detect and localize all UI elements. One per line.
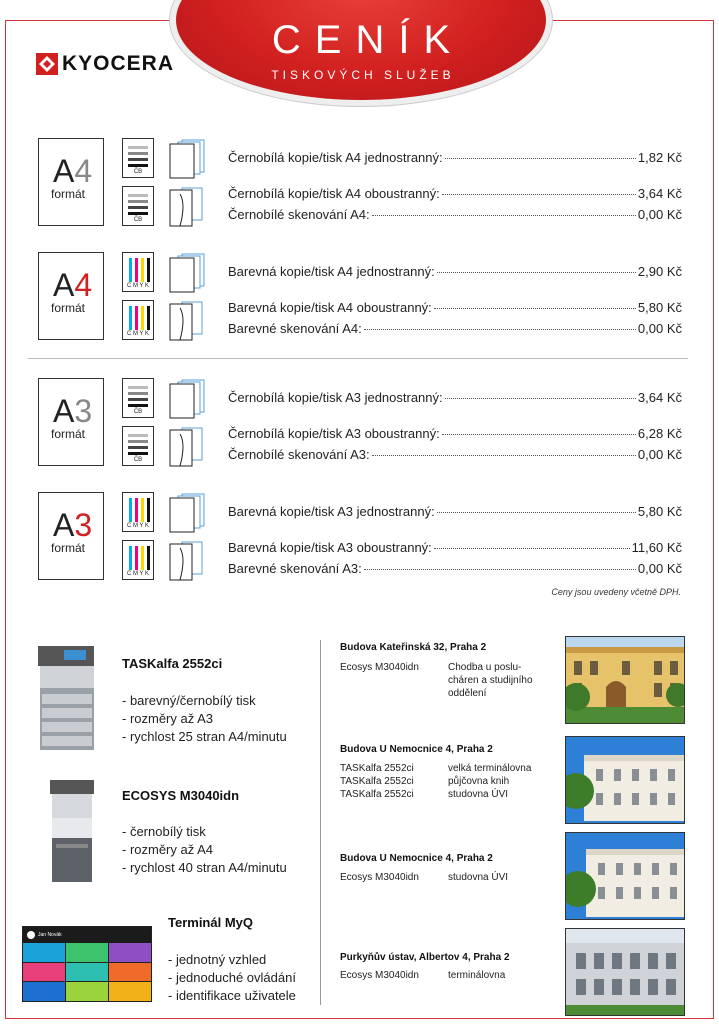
leader-dots: [434, 308, 636, 309]
device-name: Terminál MyQ: [168, 915, 254, 930]
service-label: Barevná kopie/tisk A3 jednostranný:: [228, 504, 435, 519]
toner-label: C M Y K: [126, 523, 150, 529]
building-device: Ecosys M3040idn: [340, 970, 419, 981]
user-avatar-icon: [27, 931, 35, 939]
service-price: 3,64 Kč: [637, 390, 682, 405]
device-features: [122, 692, 287, 746]
format-digit: 3: [74, 507, 93, 543]
simplex-page-icon: [168, 378, 208, 426]
price-row: [228, 504, 682, 519]
terminal-user-bar: [23, 927, 151, 943]
price-row: [228, 447, 682, 462]
device-name: TASKalfa 2552ci: [122, 656, 223, 671]
leader-dots: [372, 215, 636, 216]
format-box: [38, 138, 104, 226]
service-label: Barevné skenování A4:: [228, 321, 362, 336]
building-photo: [565, 636, 685, 724]
format-label: formát: [51, 187, 86, 201]
terminal-tile: [66, 982, 108, 1001]
building-location: Chodba u poslu-: [448, 662, 522, 673]
terminal-tile: [23, 982, 65, 1001]
format-label: formát: [51, 427, 86, 441]
terminal-tile: [66, 943, 108, 962]
bw-toner-icon: [122, 138, 154, 178]
format-code: [53, 269, 92, 301]
building-location: studovna ÚVI: [448, 789, 509, 800]
format-label: formát: [51, 301, 86, 315]
service-label: Černobílé skenování A4:: [228, 207, 370, 222]
format-letter: A: [53, 267, 75, 303]
service-price: 0,00 Kč: [637, 561, 682, 576]
building-device: Ecosys M3040idn: [340, 872, 419, 883]
cmyk-toner-icon: [122, 300, 154, 340]
leader-dots: [364, 329, 636, 330]
format-digit: 4: [74, 267, 93, 303]
leader-dots: [364, 569, 636, 570]
format-digit: 4: [74, 153, 93, 189]
building-location: cháren a studijního: [448, 675, 533, 686]
price-row: [228, 300, 682, 315]
terminal-tile: [109, 943, 151, 962]
building-title: Budova U Nemocnice 4, Praha 2: [340, 744, 493, 755]
feature-item: - jednoduché ovládání: [168, 970, 296, 985]
service-price: 0,00 Kč: [637, 207, 682, 222]
duplex-page-icon: [168, 300, 208, 348]
terminal-tile: [109, 963, 151, 982]
duplex-page-icon: [168, 540, 208, 588]
page-subtitle: TISKOVÝCH SLUŽEB: [271, 68, 455, 82]
format-code: [53, 155, 92, 187]
service-label: Barevná kopie/tisk A4 oboustranný:: [228, 300, 432, 315]
price-row: [228, 150, 682, 165]
service-price: 0,00 Kč: [637, 321, 682, 336]
device-name: ECOSYS M3040idn: [122, 788, 240, 803]
duplex-page-icon: [168, 426, 208, 474]
building-devices: [340, 969, 419, 982]
service-label: Barevná kopie/tisk A4 jednostranný:: [228, 264, 435, 279]
building-locations: [448, 762, 531, 801]
feature-item: - barevný/černobílý tisk: [122, 693, 256, 708]
format-box: [38, 378, 104, 466]
service-price: 0,00 Kč: [637, 447, 682, 462]
service-price: 1,82 Kč: [637, 150, 682, 165]
service-price: 5,80 Kč: [637, 504, 682, 519]
feature-item: - rozměry až A4: [122, 842, 214, 857]
cmyk-toner-icon: [122, 540, 154, 580]
brand-name: KYOCERA: [62, 52, 175, 75]
leader-dots: [437, 272, 636, 273]
building-title: Budova U Nemocnice 4, Praha 2: [340, 853, 493, 864]
building-devices: [340, 661, 419, 674]
toner-label: C M Y K: [126, 571, 150, 577]
kyocera-logo: [36, 52, 174, 76]
building-locations: [448, 661, 533, 700]
building-device: TASKalfa 2552ci: [340, 776, 414, 787]
price-row: [228, 186, 682, 201]
price-row: [228, 390, 682, 405]
price-row: [228, 207, 682, 222]
price-row: [228, 264, 682, 279]
service-price: 5,80 Kč: [637, 300, 682, 315]
page-title: CENÍK: [271, 18, 465, 62]
service-label: Černobílá kopie/tisk A4 jednostranný:: [228, 150, 443, 165]
building-location: půjčovna knih: [448, 776, 510, 787]
bw-toner-icon: [122, 426, 154, 466]
device-features: [122, 823, 287, 877]
toner-label: ČB: [133, 217, 143, 223]
leader-dots: [442, 194, 636, 195]
feature-item: - identifikace uživatele: [168, 988, 296, 1003]
feature-item: - rychlost 40 stran A4/minutu: [122, 860, 287, 875]
format-letter: A: [53, 507, 75, 543]
service-label: Černobílá kopie/tisk A3 jednostranný:: [228, 390, 443, 405]
ecosys-printer-image: [48, 778, 96, 884]
service-price: 11,60 Kč: [631, 540, 682, 555]
service-price: 6,28 Kč: [637, 426, 682, 441]
toner-label: C M Y K: [126, 331, 150, 337]
format-digit: 3: [74, 393, 93, 429]
building-device: TASKalfa 2552ci: [340, 763, 414, 774]
price-row: [228, 426, 682, 441]
service-label: Barevné skenování A3:: [228, 561, 362, 576]
building-location: velká terminálovna: [448, 763, 532, 774]
terminal-tile: [23, 943, 65, 962]
leader-dots: [372, 455, 636, 456]
building-locations: [448, 871, 508, 884]
service-price: 2,90 Kč: [637, 264, 682, 279]
simplex-page-icon: [168, 252, 208, 300]
section-divider: [28, 358, 688, 359]
service-label: Černobílá kopie/tisk A4 oboustranný:: [228, 186, 440, 201]
building-device: TASKalfa 2552ci: [340, 789, 414, 800]
format-code: [53, 395, 92, 427]
leader-dots: [445, 398, 636, 399]
price-row: [228, 540, 682, 555]
cmyk-toner-icon: [122, 252, 154, 292]
format-letter: A: [53, 393, 75, 429]
column-divider: [320, 640, 321, 1005]
building-photo: [565, 928, 685, 1016]
building-devices: [340, 762, 414, 801]
building-photo: [565, 832, 685, 920]
feature-item: - černobílý tisk: [122, 824, 206, 839]
toner-label: ČB: [133, 457, 143, 463]
format-box: [38, 492, 104, 580]
feature-item: - jednotný vzhled: [168, 952, 267, 967]
cmyk-toner-icon: [122, 492, 154, 532]
feature-item: - rozměry až A3: [122, 711, 214, 726]
building-devices: [340, 871, 419, 884]
format-code: [53, 509, 92, 541]
feature-item: - rychlost 25 stran A4/minutu: [122, 729, 287, 744]
terminal-tile: [23, 963, 65, 982]
price-row: [228, 561, 682, 576]
toner-label: C M Y K: [126, 283, 150, 289]
leader-dots: [445, 158, 636, 159]
building-location: studovna ÚVI: [448, 872, 509, 883]
building-location: oddělení: [448, 688, 487, 699]
vat-note: Ceny jsou uvedeny včetně DPH.: [551, 587, 681, 597]
format-box: [38, 252, 104, 340]
service-label: Barevná kopie/tisk A3 oboustranný:: [228, 540, 432, 555]
device-features: [168, 951, 296, 1005]
taskalfa-printer-image: [36, 644, 98, 754]
leader-dots: [437, 512, 636, 513]
simplex-page-icon: [168, 492, 208, 540]
building-title: Budova Kateřinská 32, Praha 2: [340, 642, 487, 653]
terminal-screen-image: [22, 926, 152, 1002]
leader-dots: [434, 548, 630, 549]
terminal-tile: [109, 982, 151, 1001]
terminal-user-name: Jan Novák: [38, 932, 62, 938]
format-label: formát: [51, 541, 86, 555]
terminal-tile: [66, 963, 108, 982]
building-device: Ecosys M3040idn: [340, 662, 419, 673]
bw-toner-icon: [122, 186, 154, 226]
simplex-page-icon: [168, 138, 208, 186]
toner-label: ČB: [133, 169, 143, 175]
toner-label: ČB: [133, 409, 143, 415]
kyocera-mark-icon: [36, 53, 58, 75]
duplex-page-icon: [168, 186, 208, 234]
leader-dots: [442, 434, 636, 435]
price-row: [228, 321, 682, 336]
building-locations: [448, 969, 505, 982]
building-location: terminálovna: [448, 970, 506, 981]
bw-toner-icon: [122, 378, 154, 418]
service-label: Černobílá kopie/tisk A3 oboustranný:: [228, 426, 440, 441]
building-photo: [565, 736, 685, 824]
service-label: Černobílé skenování A3:: [228, 447, 370, 462]
service-price: 3,64 Kč: [637, 186, 682, 201]
format-letter: A: [53, 153, 75, 189]
building-title: Purkyňův ústav, Albertov 4, Praha 2: [340, 952, 510, 963]
